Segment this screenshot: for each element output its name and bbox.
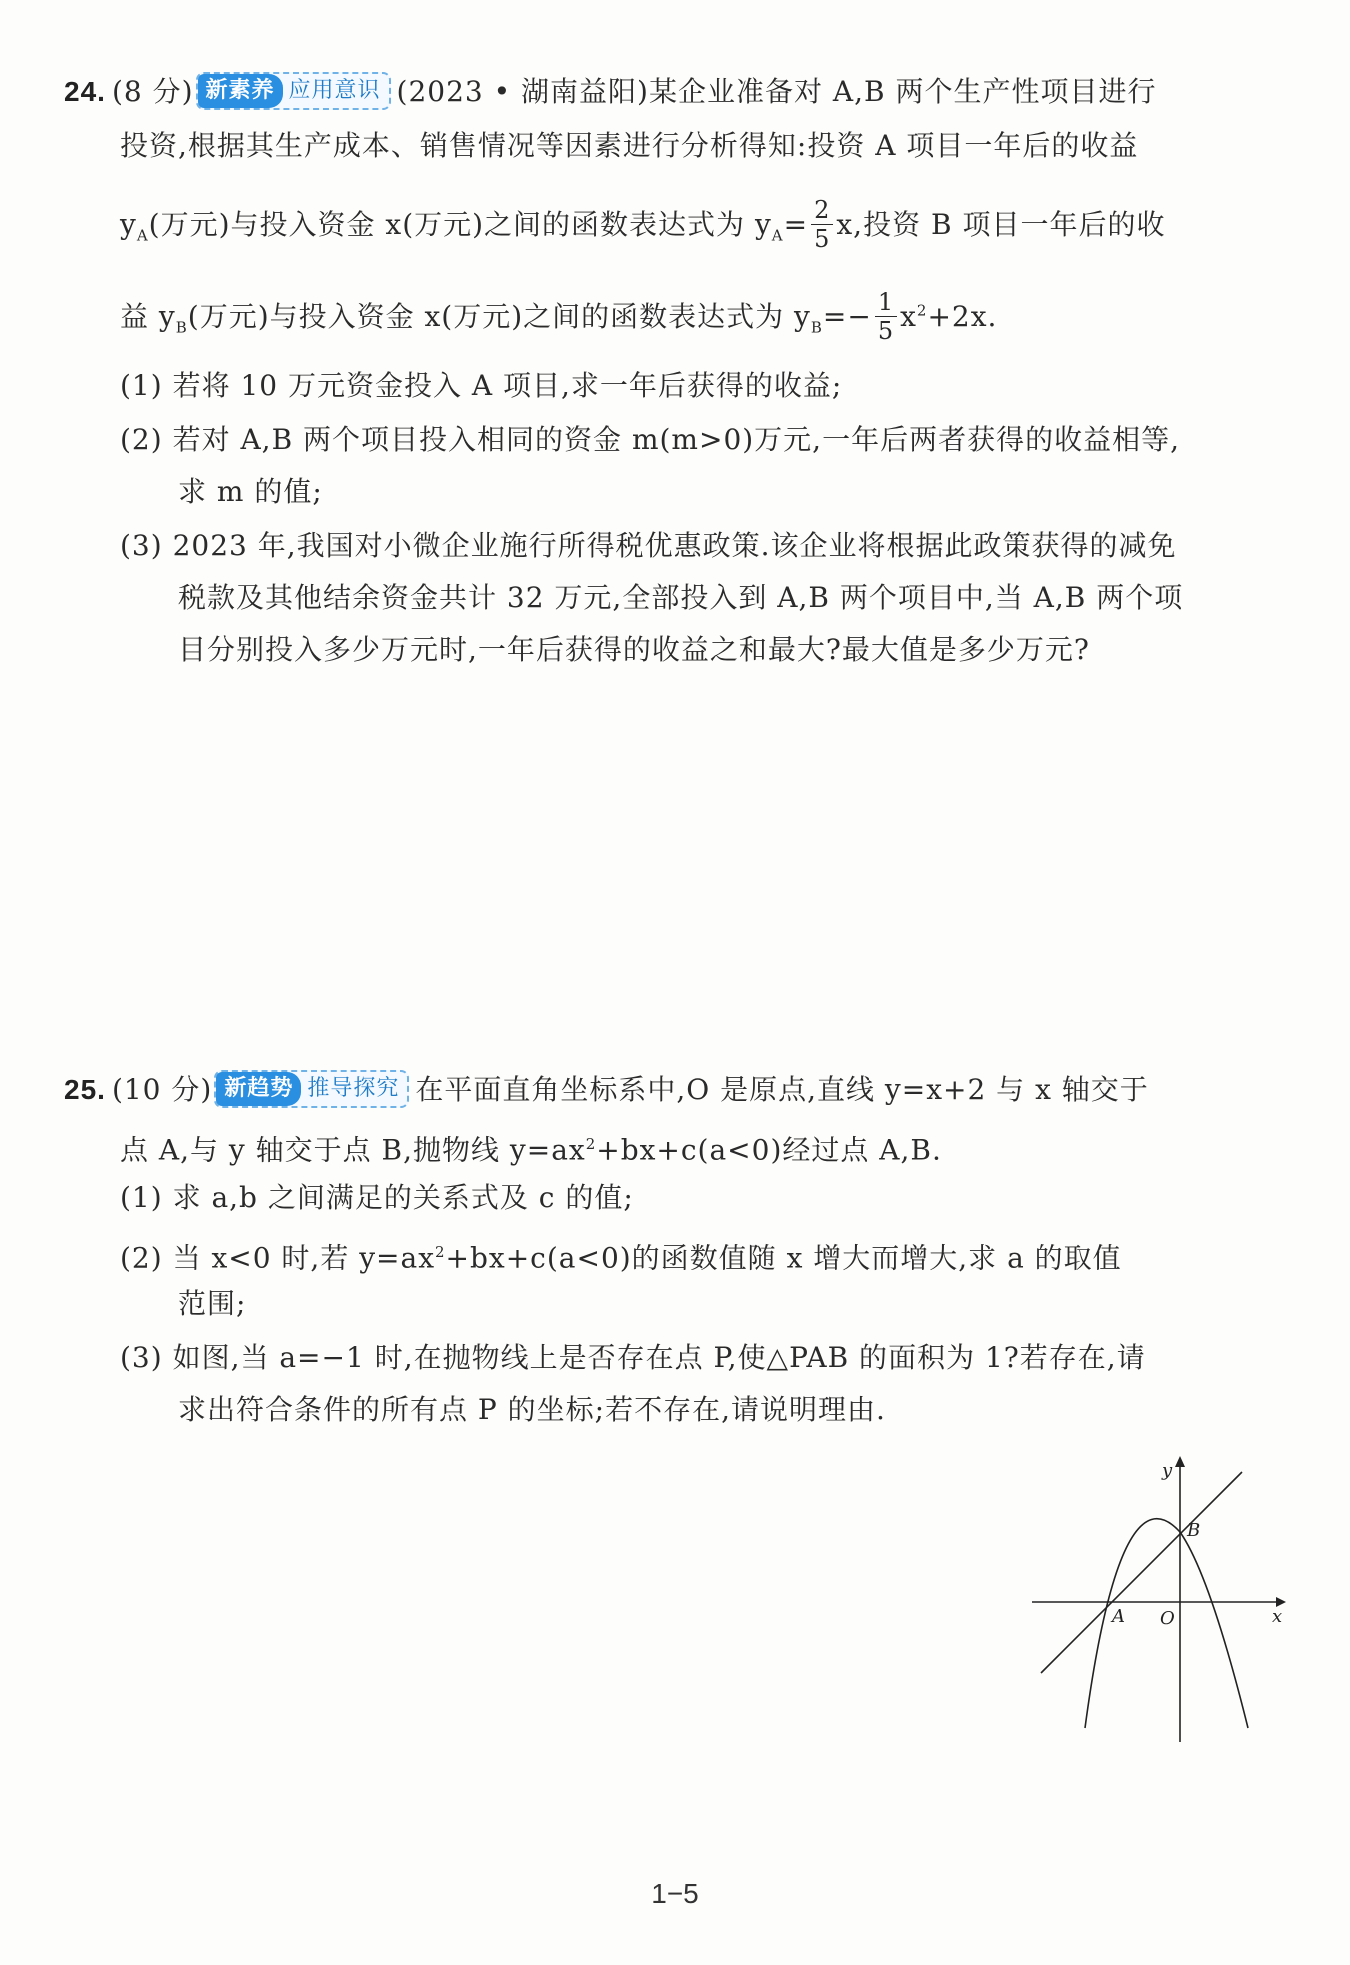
text: 税款及其他结余资金共计 32 万元,全部投入到 A,B 两个项目中,当 A,B 两个项	[178, 581, 1184, 614]
q25-part-3b	[178, 1390, 886, 1430]
line-y-equals-x-plus-2	[1041, 1472, 1242, 1673]
subscript: A	[771, 226, 784, 245]
q25-part-2a	[120, 1232, 1122, 1278]
q24-line-4	[120, 290, 997, 348]
subscript: B	[810, 318, 823, 337]
numerator: 1	[875, 288, 897, 317]
text: +bx+c(a<0)经过点 A,B.	[596, 1133, 942, 1167]
category-tag	[196, 72, 391, 110]
text: (1) 若将 10 万元资金投入 A 项目,求一年后获得的收益;	[120, 369, 843, 402]
q24-part-3c	[178, 630, 1090, 670]
y-axis-arrow	[1175, 1456, 1185, 1467]
text: =−	[822, 300, 872, 333]
q24-part-3a	[120, 526, 1177, 566]
x-axis-label: x	[1272, 1606, 1283, 1627]
score: (10 分)	[111, 1073, 213, 1106]
text: (2) 若对 A,B 两个项目投入相同的资金 m(m>0)万元,一年后两者获得的收益相等,	[120, 423, 1180, 456]
q24-part-2b	[178, 472, 323, 512]
origin-label: O	[1160, 1608, 1175, 1629]
question-number: 24.	[64, 76, 106, 107]
text: 求出符合条件的所有点 P 的坐标;若不存在,请说明理由.	[178, 1393, 886, 1426]
tag-sub: 推导探究	[307, 1075, 400, 1101]
fraction	[875, 288, 897, 345]
q24-part-2a	[120, 420, 1180, 460]
q24-part-1	[120, 366, 842, 406]
category-tag	[214, 1070, 409, 1108]
coordinate-figure	[1020, 1450, 1300, 1760]
tag-sub: 应用意识	[288, 77, 381, 103]
text: =	[783, 208, 809, 241]
text: (3) 如图,当 a=−1 时,在抛物线上是否存在点 P,使△PAB 的面积为 1?若存在,请	[120, 1341, 1146, 1374]
question-number: 25.	[64, 1074, 106, 1105]
point-a-label: A	[1112, 1606, 1125, 1627]
numerator: 2	[811, 196, 833, 225]
q25-line-1	[64, 1070, 1149, 1111]
q25-part-1	[120, 1178, 634, 1218]
text: (1) 求 a,b 之间满足的关系式及 c 的值;	[120, 1181, 634, 1214]
q24-line-1	[64, 72, 1156, 113]
q24-part-3b	[178, 578, 1183, 618]
superscript: 2	[916, 301, 928, 320]
text: x,投资 B 项目一年后的收	[836, 208, 1166, 241]
text: (2023 • 湖南益阳)某企业准备对 A,B 两个生产性项目进行	[396, 75, 1157, 108]
text: (2) 当 x<0 时,若 y=ax	[120, 1241, 435, 1275]
text: 益 y	[120, 300, 176, 333]
superscript: 2	[435, 1243, 446, 1261]
text: +bx+c(a<0)的函数值随 x 增大而增大,求 a 的取值	[445, 1241, 1122, 1275]
point-b-label: B	[1187, 1520, 1201, 1541]
text: x	[900, 300, 917, 333]
text: +2x.	[927, 300, 998, 333]
q24-line-3	[120, 198, 1165, 256]
text: (万元)与投入资金 x(万元)之间的函数表达式为 y	[148, 208, 772, 241]
text: (3) 2023 年,我国对小微企业施行所得税优惠政策.该企业将根据此政策获得的减免	[120, 529, 1177, 562]
q25-part-3a	[120, 1338, 1146, 1378]
q24-line-2	[120, 126, 1138, 166]
subscript: B	[175, 318, 188, 337]
q25-line-2	[120, 1124, 942, 1170]
subscript: A	[136, 226, 149, 245]
y-axis-label: y	[1162, 1460, 1173, 1481]
tag-main: 新素养	[198, 74, 283, 108]
denominator: 5	[877, 317, 895, 345]
fraction	[811, 196, 833, 253]
text: 投资,根据其生产成本、销售情况等因素进行分析得知:投资 A 项目一年后的收益	[120, 129, 1139, 162]
score: (8 分)	[111, 75, 194, 108]
text: 在平面直角坐标系中,O 是原点,直线 y=x+2 与 x 轴交于	[415, 1073, 1149, 1106]
q25-part-2b	[178, 1284, 246, 1324]
text: 求 m 的值;	[178, 475, 323, 508]
page-number: 1−5	[651, 1878, 699, 1909]
text: y	[120, 208, 137, 241]
denominator: 5	[814, 225, 831, 253]
text: (万元)与投入资金 x(万元)之间的函数表达式为 y	[187, 300, 811, 333]
text: 范围;	[178, 1287, 247, 1320]
superscript: 2	[585, 1135, 597, 1153]
tag-main: 新趋势	[216, 1072, 301, 1106]
text: 点 A,与 y 轴交于点 B,抛物线 y=ax	[120, 1133, 586, 1167]
text: 目分别投入多少万元时,一年后获得的收益之和最大?最大值是多少万元?	[178, 633, 1090, 666]
